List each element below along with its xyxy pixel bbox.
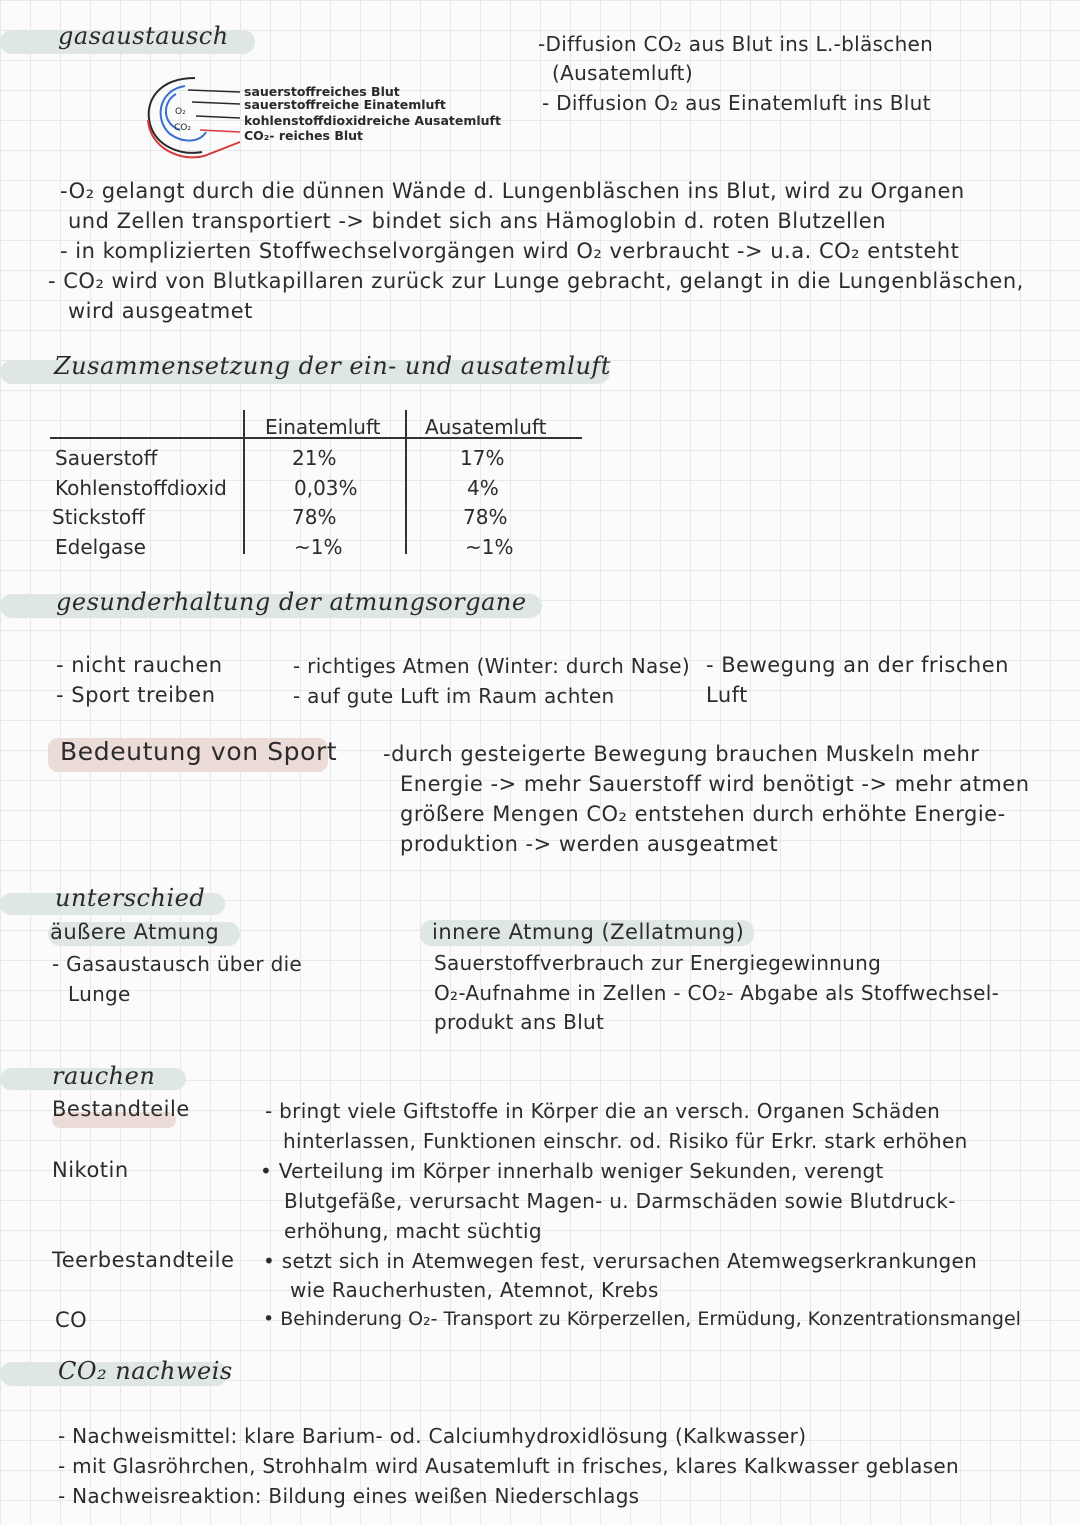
sport-line: -durch gesteigerte Bewegung brauchen Muskeln mehr [383, 742, 980, 766]
tip-item: - Sport treiben [56, 683, 216, 707]
smoking-line: • setzt sich in Atemwegen fest, verursachen Atemwegserkrankungen [263, 1249, 978, 1273]
table-row-label: Stickstoff [52, 505, 145, 529]
co2-line: - mit Glasröhrchen, Strohhalm wird Ausatemluft in frisches, klares Kalkwasser geblasen [58, 1454, 959, 1478]
outer-breathing-title: äußere Atmung [50, 920, 220, 944]
heading-gesunderhaltung: gesunderhaltung der atmungsorgane [56, 588, 527, 616]
paragraph-line: -O₂ gelangt durch die dünnen Wände d. Lungenbläschen ins Blut, wird zu Organen [60, 179, 965, 203]
heading-unterschied: unterschied [55, 884, 206, 912]
co2-line: - Nachweismittel: klare Barium- od. Calciumhydroxidlösung (Kalkwasser) [58, 1424, 807, 1448]
sport-line: Energie -> mehr Sauerstoff wird benötigt -> mehr atmen [400, 772, 1030, 796]
inner-breathing-title: innere Atmung (Zellatmung) [432, 920, 745, 944]
table-cell: 17% [460, 446, 505, 470]
diagram-label: CO₂- reiches Blut [244, 128, 364, 143]
tip-item: - richtiges Atmen (Winter: durch Nase) [293, 654, 691, 678]
table-divider [405, 410, 407, 554]
co2-line: - Nachweisreaktion: Bildung eines weißen Niederschlags [58, 1484, 640, 1508]
tip-item: - Bewegung an der frischen [706, 653, 1009, 677]
table-divider [243, 410, 245, 554]
arrow-line [200, 130, 240, 132]
tip-item: - auf gute Luft im Raum achten [293, 684, 615, 708]
smoking-label: Nikotin [52, 1158, 129, 1182]
table-row-label: Edelgase [55, 535, 146, 559]
smoking-line: hinterlassen, Funktionen einschr. od. Risiko für Erkr. stark erhöhen [283, 1129, 968, 1153]
paragraph-line: - CO₂ wird von Blutkapillaren zurück zur Lunge gebracht, gelangt in die Lungenbläschen, [48, 269, 1024, 293]
diffusion-note: - Diffusion O₂ aus Einatemluft ins Blut [542, 91, 931, 115]
blood-vessel-red [148, 120, 240, 157]
tip-item: Luft [706, 683, 748, 707]
table-cell: 0,03% [294, 476, 358, 500]
table-cell: 21% [292, 446, 337, 470]
smoking-line: • Verteilung im Körper innerhalb weniger Sekunden, verengt [260, 1159, 884, 1183]
sport-line: größere Mengen CO₂ entstehen durch erhöhte Energie- [400, 802, 1006, 826]
diagram-label: kohlenstoffdioxidreiche Ausatemluft [244, 113, 501, 128]
inner-breathing-line: O₂-Aufnahme in Zellen - CO₂- Abgabe als Stoffwechsel- [434, 981, 1000, 1005]
smoking-line: wie Raucherhusten, Atemnot, Krebs [290, 1278, 659, 1302]
column-header-aus: Ausatemluft [425, 415, 547, 439]
inner-breathing-line: produkt ans Blut [434, 1010, 605, 1034]
heading-gasaustausch: gasaustausch [58, 22, 229, 50]
heading-zusammensetzung: Zusammensetzung der ein- und ausatemluft [54, 352, 611, 380]
table-cell: 78% [463, 505, 508, 529]
heading-sport: Bedeutung von Sport [60, 737, 338, 766]
smoking-line: erhöhung, macht süchtig [284, 1219, 542, 1243]
arrow-line [192, 102, 240, 104]
table-cell: 4% [467, 476, 499, 500]
diagram-label: sauerstoffreiches Blut [244, 84, 400, 99]
diffusion-note: (Ausatemluft) [552, 61, 693, 85]
table-row-label: Sauerstoff [55, 446, 158, 470]
table-cell: ~1% [294, 535, 343, 559]
outer-breathing-line: Lunge [68, 982, 131, 1006]
diagram-label: sauerstoffreiche Einatemluft [244, 97, 446, 112]
arrow-line [188, 90, 240, 92]
table-row-label: Kohlenstoffdioxid [55, 476, 227, 500]
diffusion-note: -Diffusion CO₂ aus Blut ins L.-bläschen [538, 32, 934, 56]
diagram-inner-label: CO₂ [174, 123, 191, 133]
heading-rauchen: rauchen [52, 1062, 156, 1090]
smoking-label: CO [55, 1308, 88, 1332]
smoking-label: Bestandteile [52, 1097, 190, 1121]
column-header-ein: Einatemluft [265, 415, 381, 439]
table-cell: 78% [292, 505, 337, 529]
tip-item: - nicht rauchen [56, 653, 223, 677]
paragraph-line: wird ausgeatmet [68, 299, 253, 323]
smoking-line: • Behinderung O₂- Transport zu Körperzellen, Ermüdung, Konzentrationsmangel [263, 1308, 1021, 1330]
table-cell: ~1% [465, 535, 514, 559]
sport-line: produktion -> werden ausgeatmet [400, 832, 779, 856]
heading-co2-nachweis: CO₂ nachweis [58, 1357, 233, 1385]
smoking-line: Blutgefäße, verursacht Magen- u. Darmschäden sowie Blutdruck- [284, 1189, 956, 1213]
smoking-line: - bringt viele Giftstoffe in Körper die an versch. Organen Schäden [265, 1099, 941, 1123]
smoking-label: Teerbestandteile [52, 1248, 235, 1272]
arrow-line [196, 116, 240, 118]
alveolus-diagram [140, 72, 250, 160]
paragraph-line: - in komplizierten Stoffwechselvorgängen wird O₂ verbraucht -> u.a. CO₂ entsteht [60, 239, 960, 263]
diagram-inner-label: O₂ [175, 107, 186, 117]
inner-breathing-line: Sauerstoffverbrauch zur Energiegewinnung [434, 951, 882, 975]
paragraph-line: und Zellen transportiert -> bindet sich ans Hämoglobin d. roten Blutzellen [68, 209, 887, 233]
outer-breathing-line: - Gasaustausch über die [52, 952, 303, 976]
